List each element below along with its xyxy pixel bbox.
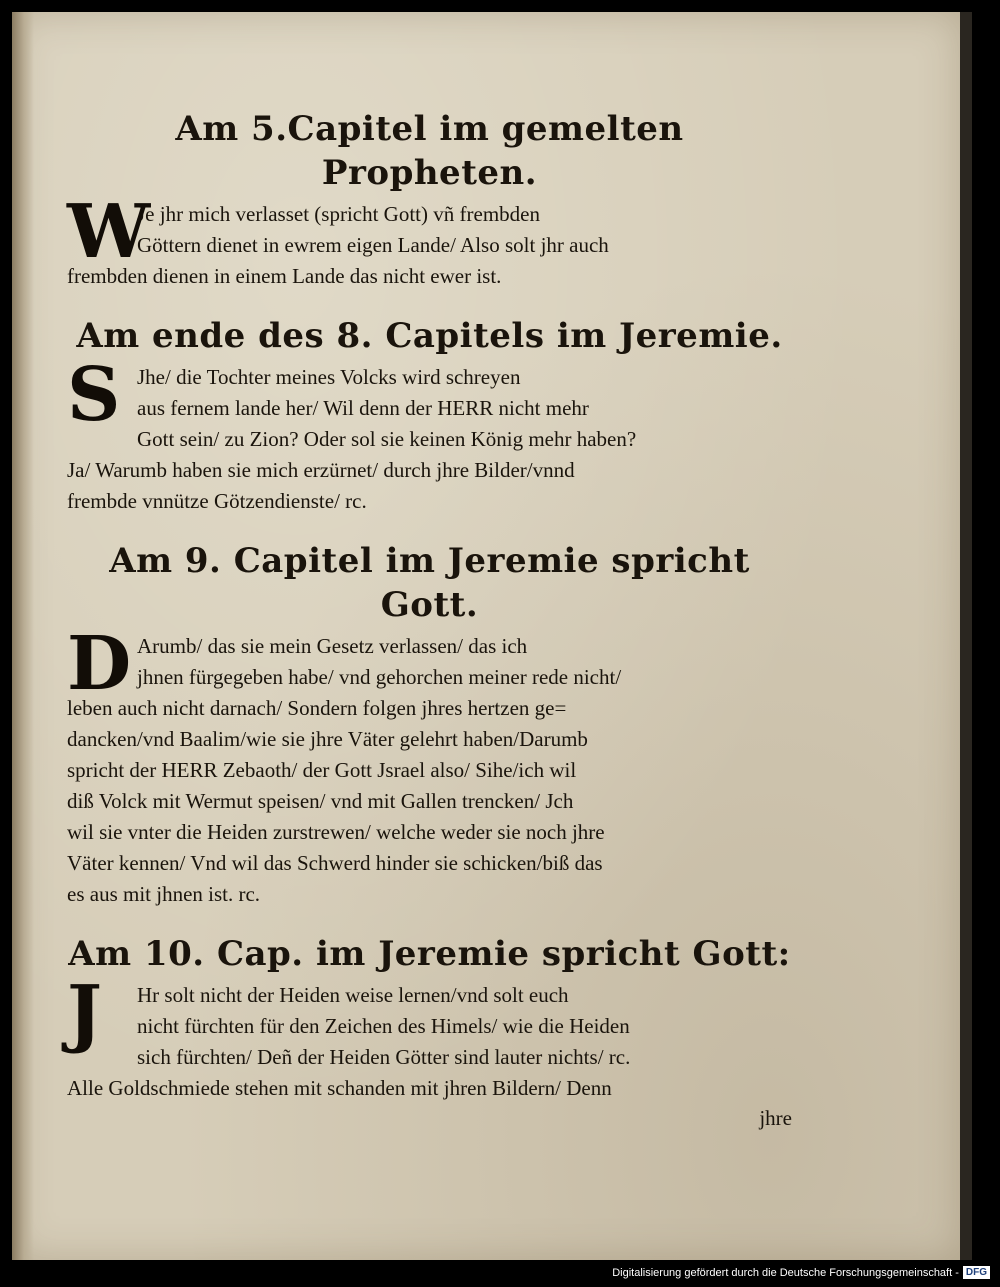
text-line: spricht der HERR Zebaoth/ der Gott Jsrael also/ Sihe/ich wil [67,758,577,782]
footer-text: Digitalisierung gefördert durch die Deutsche Forschungsgemeinschaft - [612,1266,959,1279]
text-line: Väter kennen/ Vnd wil das Schwerd hinder sie schicken/biß das [67,851,603,875]
text-line: dancken/vnd Baalim/wie sie jhre Väter gelehrt haben/Darumb [67,727,588,751]
page-gutter-shadow [12,12,34,1260]
text-line: sich fürchten/ Deñ der Heiden Götter sind lauter nichts/ rc. [137,1045,631,1069]
text-line: jhnen fürgegeben habe/ vnd gehorchen meiner rede nicht/ [137,665,622,689]
drop-initial-3: D [67,621,132,707]
text-line: Je jhr mich verlasset (spricht Gott) vñ frembden [137,202,540,226]
text-line: Göttern dienet in ewrem eigen Lande/ Also solt jhr auch [137,233,609,257]
section-heading-4: Am 10. Cap. im Jeremie spricht Gott: [68,934,791,974]
section-heading-1: Am 5.Capitel im gemelten Propheten. [175,109,684,193]
text-line: Ja/ Warumb haben sie mich erzürnet/ durch jhre Bilder/vnnd [67,458,575,482]
section-paragraph-4 [67,970,792,1104]
drop-initial-4: J [67,970,103,1056]
page-edge [960,12,972,1260]
text-line: frembde vnnütze Götzendienste/ rc. [67,489,367,513]
drop-initial-1: W [67,189,151,275]
catchword: jhre [759,1106,792,1130]
text-line: frembden dienen in einem Lande das nicht ewer ist. [67,264,502,288]
text-line: wil sie vnter die Heiden zurstrewen/ welche weder sie noch jhre [67,820,605,844]
section-paragraph-2 [67,352,792,517]
text-line: Jhe/ die Tochter meines Volcks wird schreyen [137,365,521,389]
section-heading-2: Am ende des 8. Capitels im Jeremie. [76,316,783,356]
text-line: nicht fürchten für den Zeichen des Himels/ wie die Heiden [137,1014,630,1038]
drop-initial-2: S [67,352,121,438]
book-page [12,12,960,1260]
text-line: es aus mit jhnen ist. rc. [67,882,261,906]
dfg-logo: DFG [963,1266,990,1279]
text-line: leben auch nicht darnach/ Sondern folgen jhres hertzen ge= [67,696,567,720]
text-line: Arumb/ das sie mein Gesetz verlassen/ das ich [137,634,528,658]
page-content [67,107,792,1132]
text-line: Alle Goldschmiede stehen mit schanden mit jhren Bildern/ Denn [67,1076,612,1100]
section-heading-3: Am 9. Capitel im Jeremie spricht Gott. [109,541,750,625]
text-line: aus fernem lande her/ Wil denn der HERR nicht mehr [137,396,589,420]
section-paragraph-3 [67,621,792,910]
text-line: Hr solt nicht der Heiden weise lernen/vnd solt euch [137,983,569,1007]
digitization-footer [612,1266,990,1279]
text-line: Gott sein/ zu Zion? Oder sol sie keinen König mehr haben? [137,427,637,451]
section-paragraph-1 [67,189,792,292]
text-line: diß Volck mit Wermut speisen/ vnd mit Gallen trencken/ Jch [67,789,574,813]
